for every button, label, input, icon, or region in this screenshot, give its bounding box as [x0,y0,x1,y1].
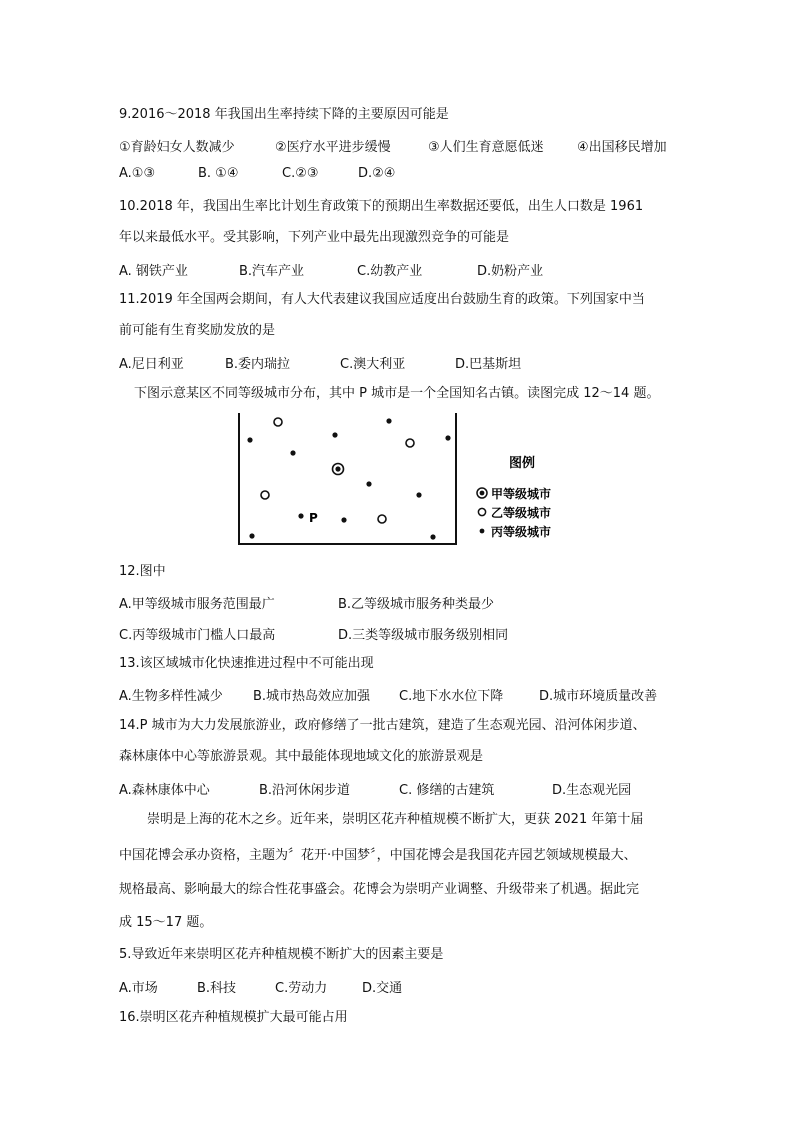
q13-option-a: A.生物多样性减少 [119,689,223,704]
passage-line-3: 规格最高、影响最大的综合性花事盛会。花博会为崇明产业调整、升级带来了机遇。据此完 [119,882,640,897]
q10-option-d: D.奶粉产业 [477,264,544,279]
q13-option-b: B.城市热岛效应加强 [253,689,371,704]
q15-option-a: A.市场 [119,981,158,996]
q9-option-d: D.②④ [358,166,396,181]
city-class-a-marker [333,464,344,475]
q14-option-a: A.森林康体中心 [119,783,210,798]
q10-stem-line1: 10.2018 年，我国出生率比计划生育政策下的预期出生率数据还要低，出生人口数是 1961 [119,199,644,214]
city-class-c-marker [247,437,252,442]
passage-line-1: 崇明是上海的花木之乡。近年来，崇明区花卉种植规模不断扩大，更获 2021 年第十届 [147,812,644,827]
q15-option-b: B.科技 [197,981,237,996]
q11-option-c: C.澳大利亚 [340,357,406,372]
q12-option-a: A.甲等级城市服务范围最广 [119,597,275,612]
q10-option-a: A. 钢铁产业 [119,264,188,279]
legend-title: 图例 [509,456,536,471]
passage-line-4: 成 15～17 题。 [119,915,213,930]
city-class-c-marker [416,492,421,497]
q9-item-3: ③人们生育意愿低迷 [428,140,544,155]
city-class-b-marker [261,491,269,499]
q11-option-d: D.巴基斯坦 [455,357,522,372]
city-class-c-marker [332,432,337,437]
passage-line-2: 中国花博会承办资格，主题为〞花开·中国梦〞，中国花博会是我国花卉园艺领域规模最大、 [119,848,637,863]
q9-option-c: C.②③ [282,166,319,181]
q10-option-c: C.幼教产业 [357,264,423,279]
city-class-c-marker [341,517,346,522]
q12-option-b: B.乙等级城市服务种类最少 [338,597,495,612]
q14-option-b: B.沿河休闲步道 [259,783,351,798]
city-p-label: P [309,511,318,525]
q15-option-d: D.交通 [362,981,403,996]
map-frame [239,413,456,544]
q15-option-c: C.劳动力 [275,981,328,996]
city-class-b-marker [378,515,386,523]
q9-item-1: ①育龄妇女人数减少 [119,140,235,155]
q16-stem: 16.崇明区花卉种植规模扩大最可能占用 [119,1010,348,1025]
legend-class-c-label: 丙等级城市 [491,525,552,539]
city-class-c-marker [445,435,450,440]
q13-option-d: D.城市环境质量改善 [539,689,658,704]
city-class-c-marker [249,533,254,538]
legend-class-c-icon [480,529,485,534]
q10-stem-line2: 年以来最低水平。受其影响，下列产业中最先出现激烈竞争的可能是 [119,230,510,245]
q14-stem-line1: 14.P 城市为大力发展旅游业，政府修缮了一批古建筑，建造了生态观光园、沿河体闲步道、 [119,718,646,733]
legend-class-a-icon [477,488,487,498]
city-p-marker [298,513,303,518]
q13-option-c: C.地下水水位下降 [399,689,504,704]
q11-stem-line1: 11.2019 年全国两会期间，有人大代表建议我国应适度出台鼓励生育的政策。下列国家中当 [119,292,645,307]
q9-stem: 9.2016～2018 年我国出生率持续下降的主要原因可能是 [119,107,449,122]
q15-stem: 5.导致近年来崇明区花卉种植规模不断扩大的因素主要是 [119,947,444,962]
legend-class-b-icon [478,508,485,515]
q9-option-a: A.①③ [119,166,156,181]
city-class-c-marker [366,481,371,486]
q9-item-4: ④出国移民增加 [577,140,667,155]
q11-option-a: A.尼日利亚 [119,357,184,372]
q12-option-c: C.丙等级城市门槛人口最高 [119,628,276,643]
city-class-c-marker [430,534,435,539]
legend-class-b-label: 乙等级城市 [491,506,552,520]
q12-stem: 12.图中 [119,564,166,579]
q10-option-b: B.汽车产业 [239,264,305,279]
city-class-c-marker [386,418,391,423]
intro-12-14: 下图示意某区不同等级城市分布，其中 P 城市是一个全国知名古镇。读图完成 12～14 题。 [134,386,660,401]
city-distribution-map [237,413,577,549]
q11-stem-line2: 前可能有生育奖励发放的是 [119,323,276,338]
q14-option-c: C. 修缮的古建筑 [399,783,495,798]
q13-stem: 13.该区域城市化快速推进过程中不可能出现 [119,656,374,671]
q11-option-b: B.委内瑞拉 [225,357,291,372]
city-class-b-marker [274,418,282,426]
legend-class-a-label: 甲等级城市 [491,487,552,501]
q12-option-d: D.三类等级城市服务级别相同 [338,628,509,643]
q9-option-b: B. ①④ [198,166,239,181]
city-class-b-marker [406,439,414,447]
q9-item-2: ②医疗水平进步缓慢 [275,140,391,155]
q14-option-d: D.生态观光园 [552,783,632,798]
city-class-c-marker [290,450,295,455]
q14-stem-line2: 森林康体中心等旅游景观。其中最能体现地域文化的旅游景观是 [119,749,484,764]
